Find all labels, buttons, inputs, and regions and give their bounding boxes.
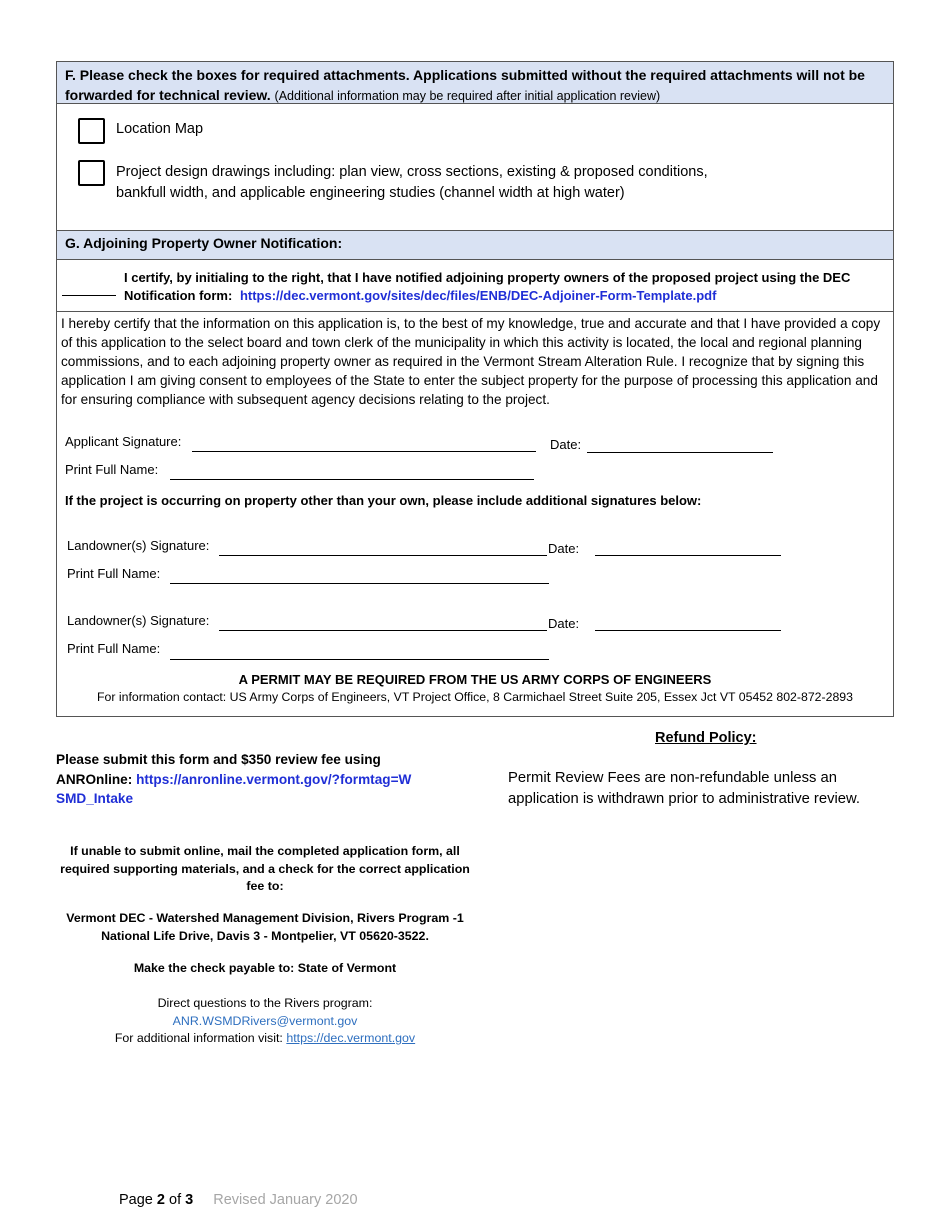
landowner1-signature-label: Landowner(s) Signature: [67,538,210,553]
design-drawings-checkbox[interactable] [78,160,105,186]
applicant-signature-label: Applicant Signature: [65,434,182,449]
landowner1-date-line[interactable] [595,555,781,556]
revised-date: Revised January 2020 [213,1192,358,1208]
certify-statement [124,269,884,305]
landowner2-signature-label: Landowner(s) Signature: [67,613,210,628]
section-g-header [56,230,894,260]
adjoiner-form-link[interactable]: https://dec.vermont.gov/sites/dec/files/ENB/DEC-Adjoiner-Form-Template.pdf [239,288,717,303]
location-map-checkbox[interactable] [78,118,105,144]
landowner-note: If the project is occurring on property other than your own, please include additional signatures below: [65,493,702,508]
questions-text: Direct questions to the Rivers program: [157,996,373,1010]
applicant-print-name-label: Print Full Name: [65,462,159,477]
additional-info-label: For additional information visit: [114,1031,283,1045]
permit-contact: For information contact: US Army Corps of Engineers, VT Project Office, 8 Carmichael Street Suite 205, Essex Jct VT 05452 802-872-2893 [97,690,853,704]
landowner2-print-name-line[interactable] [170,659,549,660]
landowner2-date-label: Date: [548,616,580,631]
landowner2-signature-line[interactable] [219,630,547,631]
landowner1-signature-line[interactable] [219,555,547,556]
of-word: of [169,1192,182,1208]
certification-paragraph: I hereby certify that the information on this application is, to the best of my knowledge, true and accurate and that I have provided a copy of this application to the select board and town clerk of the municipality in which this activity is located, the local and regional planning commissions, and to each adjoining property owner as required in the Vermont Stream Alteration Rule. I recognize that by signing this application I am giving consent to employees of the State to enter the subject property for the purpose of processing this application and for ensuring compliance with subsequent agency decisions relating to the project. [61,316,881,407]
design-drawings-line2: bankfull width, and applicable engineering studies (channel width at high water) [116,185,625,201]
section-f-heading: F. Please check the boxes for required attachments. Applications submitted without the required attachments will not be forwarded for technical review. [65,67,865,103]
dec-website-link[interactable]: https://dec.vermont.gov [286,1031,416,1045]
section-f-header [56,61,894,104]
section-g-heading: G. Adjoining Property Owner Notification: [65,235,343,251]
landowner1-print-name-label: Print Full Name: [67,566,161,581]
refund-title: Refund Policy: [655,730,757,746]
design-drawings-line1: Project design drawings including: plan view, cross sections, existing & proposed conditions, [116,164,708,180]
permit-heading: A PERMIT MAY BE REQUIRED FROM THE US ARMY CORPS OF ENGINEERS [238,672,712,687]
page-total: 3 [185,1192,194,1208]
landowner1-print-name-line[interactable] [170,583,549,584]
applicant-date-line[interactable] [587,452,773,453]
rivers-email-link[interactable]: ANR.WSMDRivers@vermont.gov [172,1013,358,1028]
section-f-note: (Additional information may be required after initial application review) [274,89,661,103]
applicant-date-label: Date: [550,437,582,452]
applicant-print-name-line[interactable] [170,479,534,480]
contact-block [58,995,472,1048]
anronline-link[interactable]: https://anronline.vermont.gov/?formtag=WSMD_Intake [56,771,412,806]
certification-block [56,311,894,717]
submit-intro: Please submit this form and $350 review fee using ANROnline: [56,752,381,787]
mail-instructions: If unable to submit online, mail the completed application form, all required supporting materials, and a check for the correct application fee to: [60,844,470,893]
section-g-body [56,259,894,312]
applicant-signature-line[interactable] [192,451,536,452]
page-footer [119,1192,358,1208]
landowner1-date-label: Date: [548,541,580,556]
page-number: 2 [156,1192,165,1208]
initials-line[interactable] [62,295,116,296]
design-drawings-label [116,162,876,204]
submit-instructions [56,750,416,809]
check-payable: Make the check payable to: State of Vermont [133,961,397,975]
landowner2-print-name-label: Print Full Name: [67,641,161,656]
refund-text: Permit Review Fees are non-refundable unless an application is withdrawn prior to administrative review. [508,770,860,807]
page-word: Page [119,1192,153,1208]
landowner2-date-line[interactable] [595,630,781,631]
mail-address: Vermont DEC - Watershed Management Division, Rivers Program -1 National Life Drive, Davis 3 - Montpelier, VT 05620-3522. [66,911,464,943]
location-map-label: Location Map [116,121,204,137]
section-f-body [56,103,894,231]
certify-text: I certify, by initialing to the right, that I have notified adjoining property owners of the proposed project using the DEC Notification form: [124,270,851,303]
